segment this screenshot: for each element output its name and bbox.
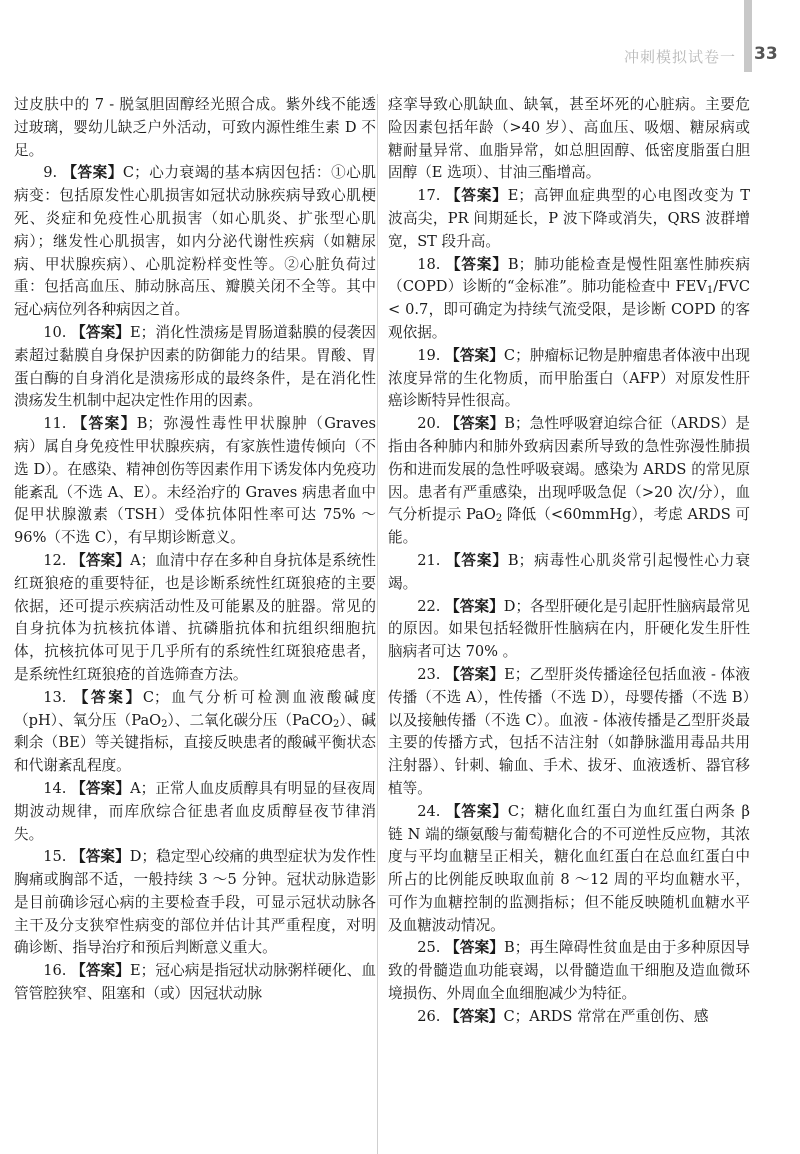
subscript: 2: [495, 513, 503, 525]
answer-paragraph-11: [14, 413, 376, 550]
question-number: 15.: [43, 848, 72, 866]
question-number: 19.: [417, 346, 446, 364]
answer-letter: C: [142, 688, 155, 706]
question-number: 24.: [417, 802, 446, 820]
explanation-text: ；弥漫性毒性甲状腺肿（Graves 病）属自身免疫性甲状腺疾病，有家族性遗传倾向（不选 D）。在感染、精神创伤等因素作用下诱发体内免疫功能紊乱（不选 A、E）。未经治疗的 Graves 病患者血中促甲状腺激素（TSH）受体抗体阳性率可达 75% ～96%（不选 C），有早期诊断意义。: [14, 415, 376, 547]
explanation-text: 降低（<60mmHg），考虑 ARDS 可能。: [388, 506, 751, 547]
question-number: 13.: [43, 688, 74, 706]
question-number: 20.: [417, 415, 446, 433]
explanation-text: ；再生障碍性贫血是由于多种原因导致的骨髓造血功能衰竭，以骨髓造血干细胞及造血微环境损伤、外周血全血细胞减少为特征。: [388, 939, 750, 1003]
answer-paragraph-18: [388, 254, 750, 345]
answer-tag: 【答案】: [71, 551, 131, 569]
left-column: [14, 94, 376, 1006]
answer-paragraph-25: [388, 937, 750, 1005]
answer-tag: 【答案】: [62, 164, 123, 182]
answer-paragraph-9: [14, 162, 376, 322]
question-number: 10.: [43, 323, 72, 341]
explanation-text: ；血清中存在多种自身抗体是系统性红斑狼疮的重要特征，也是诊断系统性红斑狼疮的主要依据，还可提示疾病活动性及可能累及的脏器。常见的自身抗体为抗核抗体谱、抗磷脂抗体和抗组织细胞抗体，抗核抗体可见于几乎所有的系统性红斑狼疮患者，是系统性红斑狼疮的首选筛查方法。: [14, 551, 376, 683]
continued-paragraph: [388, 94, 750, 185]
answer-letter: B: [507, 551, 519, 569]
question-number: 26.: [417, 1007, 446, 1025]
explanation-text: /FVC < 0.7，即可确定为持续气流受限，是诊断 COPD 的客观依据。: [388, 278, 750, 341]
answer-letter: E: [504, 665, 515, 683]
answer-tag: 【答案】: [445, 1007, 504, 1025]
explanation-text: ；各型肝硬化是引起肝性脑病最常见的原因。如果包括轻微肝性脑病在内，肝硬化发生肝性脑病者可达 70% 。: [388, 597, 750, 661]
answer-tag: 【答案】: [72, 415, 137, 433]
explanation-text: ；肿瘤标记物是肿瘤患者体液中出现浓度异常的生化物质，而甲胎蛋白（AFP）对原发性肝癌诊断特异性很高。: [388, 346, 750, 410]
answer-letter: B: [504, 415, 515, 433]
subscript: 2: [161, 718, 168, 730]
header-accent-bar: [744, 0, 752, 72]
question-number: 14.: [43, 779, 72, 797]
answer-letter: E: [507, 187, 519, 205]
subscript: 1: [706, 285, 714, 297]
answer-letter: E: [130, 323, 141, 341]
question-number: 18.: [417, 255, 446, 273]
answer-paragraph-17: [388, 185, 750, 253]
explanation-text: 过皮肤中的 7 - 脱氢胆固醇经光照合成。紫外线不能透过玻璃，婴幼儿缺乏户外活动，可致内源性维生素 D 不足。: [14, 96, 376, 159]
explanation-text: ；血气分析可检测血液酸碱度（pH）、氧分压（PaO: [14, 688, 376, 729]
explanation-text: ；ARDS 常常在严重创伤、感: [514, 1007, 709, 1025]
answer-tag: 【答案】: [445, 255, 508, 273]
question-number: 16.: [43, 962, 72, 980]
page-number: 33: [754, 44, 778, 64]
answer-tag: 【答案】: [445, 802, 508, 820]
answer-paragraph-12: [14, 550, 376, 687]
answer-paragraph-26: [388, 1006, 750, 1029]
answer-letter: C: [507, 802, 520, 820]
answer-letter: C: [122, 164, 135, 182]
answer-tag: 【答案】: [445, 346, 504, 364]
answer-tag: 【答案】: [445, 415, 505, 433]
answer-tag: 【答案】: [71, 323, 131, 341]
page-header: [0, 0, 800, 80]
running-title: 冲刺模拟试卷一: [623, 48, 736, 66]
answer-tag: 【答案】: [445, 187, 508, 205]
answer-letter: C: [503, 346, 516, 364]
answer-tag: 【答案】: [445, 551, 508, 569]
answer-letter: A: [130, 779, 141, 797]
answer-letter: B: [507, 255, 519, 273]
explanation-text: ；急性呼吸窘迫综合征（ARDS）是指由各种肺内和肺外致病因素所导致的急性弥漫性肺损伤和进而发展的急性呼吸衰竭。感染为 ARDS 的常见原因。患者有严重感染，出现呼吸急促（>20 次/分），血气分析提示 PaO: [388, 415, 750, 524]
answer-letter: D: [503, 597, 516, 615]
continued-paragraph: [14, 94, 376, 162]
explanation-text: ；高钾血症典型的心电图改变为 T 波高尖，PR 间期延长，P 波下降或消失，QRS 波群增宽，ST 段升高。: [388, 187, 750, 250]
answer-letter: D: [129, 848, 142, 866]
explanation-text: ；冠心病是指冠状动脉粥样硬化、血管管腔狭窄、阻塞和（或）因冠状动脉: [14, 962, 376, 1003]
explanation-text: ；消化性溃疡是胃肠道黏膜的侵袭因素超过黏膜自身保护因素的防御能力的结果。胃酸、胃蛋白酶的自身消化是溃疡形成的最终条件，是在消化性溃疡发生机制中起决定性作用的因素。: [14, 323, 376, 410]
answer-paragraph-24: [388, 801, 750, 938]
answer-letter: B: [136, 415, 148, 433]
answer-tag: 【答案】: [73, 688, 143, 706]
question-number: 23.: [417, 665, 446, 683]
explanation-text: ；正常人血皮质醇具有明显的昼夜周期波动规律，而库欣综合征患者血皮质醇昼夜节律消失。: [14, 779, 376, 843]
explanation-text: ；肺功能检查是慢性阻塞性肺疾病（COPD）诊断的“金标准”。肺功能检查中 FEV: [388, 255, 750, 296]
column-divider: [377, 94, 378, 1154]
answer-letter: A: [130, 551, 141, 569]
question-number: 17.: [417, 187, 446, 205]
answer-tag: 【答案】: [71, 779, 131, 797]
answer-letter: E: [130, 962, 141, 980]
explanation-text: ；病毒性心肌炎常引起慢性心力衰竭。: [388, 551, 750, 592]
answer-letter: B: [504, 939, 515, 957]
question-number: 9.: [43, 164, 63, 182]
answer-paragraph-14: [14, 778, 376, 846]
answer-paragraph-15: [14, 846, 376, 960]
answer-tag: 【答案】: [71, 848, 130, 866]
answer-paragraph-23: [388, 664, 750, 801]
answer-paragraph-20: [388, 413, 750, 550]
answer-paragraph-19: [388, 345, 750, 413]
answer-paragraph-10: [14, 322, 376, 413]
explanation-text: ；乙型肝炎传播途径包括血液 - 体液传播（不选 A），性传播（不选 D），母婴传播（不选 B）以及接触传播（不选 C）。血液 - 体液传播是乙型肝炎最主要的传播方式，包括不洁注射（如静脉滥用毒品共用注射器）、针刺、输血、手术、拔牙、血液透析、器官移植等。: [388, 665, 750, 797]
answer-tag: 【答案】: [445, 597, 504, 615]
answer-paragraph-13: [14, 687, 376, 778]
right-column: [388, 94, 750, 1029]
subscript: 2: [333, 718, 340, 730]
answer-paragraph-16: [14, 960, 376, 1006]
question-number: 21.: [417, 551, 446, 569]
question-number: 25.: [417, 939, 446, 957]
question-number: 11.: [43, 415, 73, 433]
answer-paragraph-21: [388, 550, 750, 596]
question-number: 12.: [43, 551, 72, 569]
explanation-text: ；糖化血红蛋白为血红蛋白两条 β 链 N 端的缬氨酸与葡萄糖化合的不可逆性反应物，其浓度与平均血糖呈正相关，糖化血红蛋白在总血红蛋白中所占的比例能反映取血前 8 ～12 周的平均血糖水平，可作为血糖控制的监测指标；但不能反映随机血糖水平及血糖波动情况。: [388, 802, 750, 934]
answer-tag: 【答案】: [445, 939, 504, 957]
explanation-text: ；心力衰竭的基本病因包括：①心肌病变：包括原发性心肌损害如冠状动脉疾病导致心肌梗死、炎症和免疫性心肌损害（如心肌炎、扩张型心肌病）；继发性心肌损害，如内分泌代谢性疾病（如糖尿病、甲状腺疾病）、心肌淀粉样变性等。②心脏负荷过重：包括高血压、肺动脉高压、瓣膜关闭不全等。其中冠心病位列各种病因之首。: [14, 164, 376, 319]
answer-paragraph-22: [388, 596, 750, 664]
explanation-text: ；稳定型心绞痛的典型症状为发作性胸痛或胸部不适，一般持续 3 ～5 分钟。冠状动脉造影是目前确诊冠心病的主要检查手段，可显示冠状动脉各主干及分支狭窄性病变的部位并估计其严重程度，对明确诊断、指导治疗和预后判断意义重大。: [14, 848, 376, 957]
explanation-text: ）、二氧化碳分压（PaCO: [167, 711, 333, 729]
answer-tag: 【答案】: [71, 962, 131, 980]
answer-letter: C: [503, 1007, 515, 1025]
explanation-text: 痉挛导致心肌缺血、缺氧，甚至坏死的心脏病。主要危险因素包括年龄（>40 岁）、高血压、吸烟、糖尿病或糖耐量异常、血脂异常，如总胆固醇、低密度脂蛋白胆固醇（E 选项）、甘油三酯增高。: [388, 96, 750, 182]
explanation-text: ）、碱剩余（BE）等关键指标，直接反映患者的酸碱平衡状态和代谢紊乱程度。: [14, 711, 376, 775]
question-number: 22.: [417, 597, 446, 615]
answer-tag: 【答案】: [445, 665, 505, 683]
